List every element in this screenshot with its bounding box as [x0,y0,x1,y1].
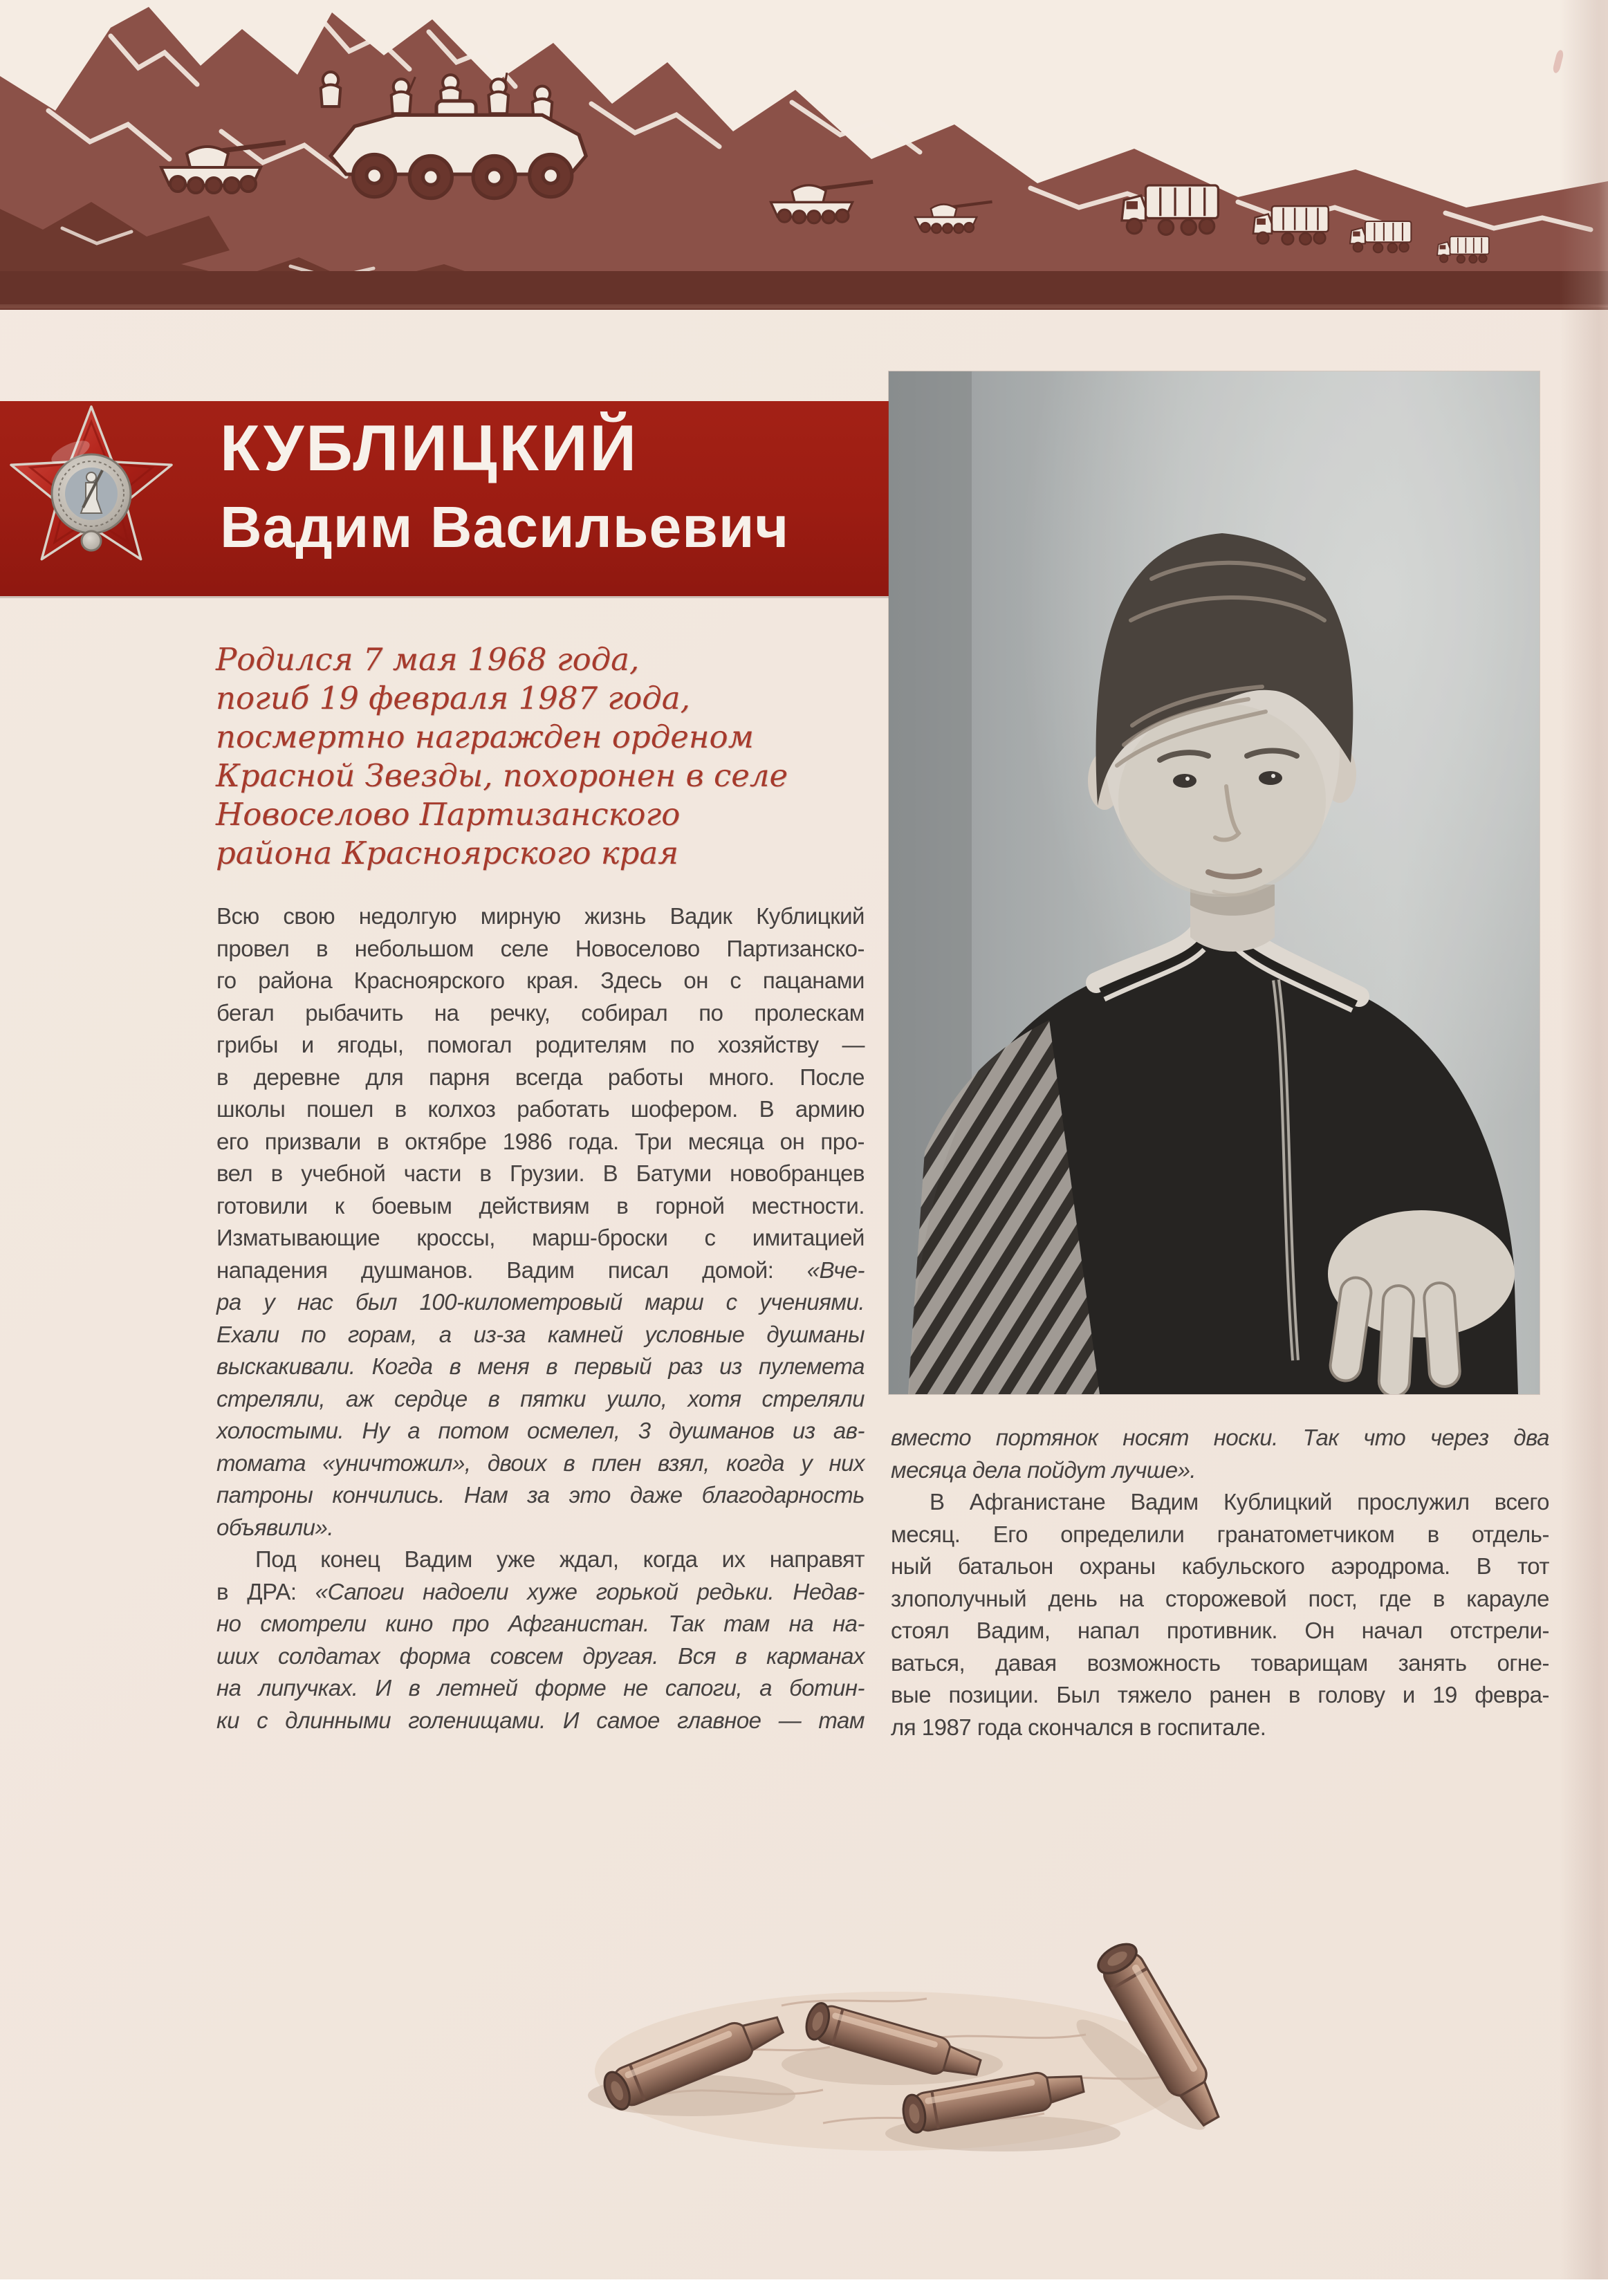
text-line: погиб 19 февраля 1987 года, [216,680,690,716]
page-title-name: Вадим Васильевич [220,494,790,559]
text-line: грибы и ягоды, помогал родителям по хозяйству — [216,1032,865,1057]
military-convoy-banner-illustration [0,0,1608,310]
text-line: ля 1987 года скончался в госпитале. [891,1714,1266,1740]
text-line: нападения душманов. Вадим писал домой: «Вче- [216,1257,865,1283]
text-line: района Красноярского края [216,835,679,871]
text-line: холостыми. Ну а потом осмелел, 3 душманов из ав- [216,1418,865,1443]
text-line: его призвали в октябре 1986 года. Три месяца он про- [216,1128,865,1154]
text-line: ки с длинными голенищами. И самое главное — там [216,1707,865,1733]
portrait-photo [889,371,1540,1394]
text-line: вел в учебной части в Грузии. В Батуми новобранцев [216,1160,865,1186]
text-line: Всю свою недолгую мирную жизнь Вадик Кублицкий [216,903,865,929]
text-line: Изматывающие кроссы, марш-броски с имитацией [216,1225,865,1250]
article-right-column [891,1422,1549,1743]
text-line: Родился 7 мая 1968 года, [216,641,640,678]
text-line: злополучный день на сторожевой пост, где в карауле [891,1585,1549,1611]
text-line: В Афганистане Вадим Кублицкий прослужил всего [930,1489,1549,1515]
page-title-surname: КУБЛИЦКИЙ [220,411,639,484]
text-line: стреляли, аж сердце в пятки ушло, хотя стреляли [216,1385,865,1411]
text-line: в ДРА: «Сапоги надоели хуже горькой редьки. Недав- [216,1578,865,1604]
text-line: посмертно награжден орденом [216,719,754,755]
text-line: Красной Звезды, похоронен в селе [216,757,788,794]
article-left-column [216,900,865,1737]
text-line: ших солдатах форма совсем другая. Вся в карманах [216,1642,865,1669]
text-line: в деревне для парня всегда работы много. После [216,1064,865,1090]
text-line: Под конец Вадим уже ждал, когда их направят [255,1546,865,1572]
text-line: го района Красноярского края. Здесь он с пацанами [216,968,865,993]
text-line: ный батальон охраны кабульского аэродрома. В тот [891,1553,1549,1579]
text-line: Новоселово Партизанского [216,796,681,833]
text-line: томата «уничтожил», двоих в плен взял, когда у них [216,1450,865,1476]
text-line: месяц. Его определили гранатометчиком в отдель- [891,1521,1549,1547]
text-line: на липучках. И в летней форме не сапоги, а ботин- [216,1675,865,1701]
text-line: вые позиции. Был тяжело ранен в голову и 19 февра- [891,1682,1549,1707]
text-line: выскакивали. Когда в меня в первый раз из пулемета [216,1353,865,1379]
text-line: ра у нас был 100-километровый марш с учениями. [216,1289,865,1315]
text-line: бегал рыбачить на речку, собирал по пролескам [216,999,865,1026]
text-line: вместо портянок носят носки. Так что через два [891,1425,1549,1450]
order-of-red-star-icon [1,404,183,598]
page-bottom-margin [0,2279,1608,2296]
text-line: объявили». [216,1514,334,1540]
text-line: готовили к боевым действиям в горной местности. [216,1192,865,1219]
text-line: ваться, давая возможность товарищам занять огне- [891,1649,1549,1676]
text-line: стоял Вадим, напал противник. Он начал отстрели- [891,1618,1549,1643]
text-line: Ехали по горам, а из-за камней условные душманы [216,1321,865,1347]
text-line: месяца дела пойдут лучше». [891,1456,1196,1483]
scan-edge-shadow [1560,0,1608,2280]
bullet-casings-illustration [533,1867,1266,2158]
biography-lead [216,640,838,873]
text-line: провел в небольшом селе Новоселово Партизанско- [216,935,865,961]
text-line: но смотрели кино про Афганистан. Так там на на- [216,1611,865,1636]
text-line: патроны кончились. Нам за это даже благодарность [216,1482,865,1508]
text-line: школы пошел в колхоз работать шофером. В армию [216,1096,865,1122]
